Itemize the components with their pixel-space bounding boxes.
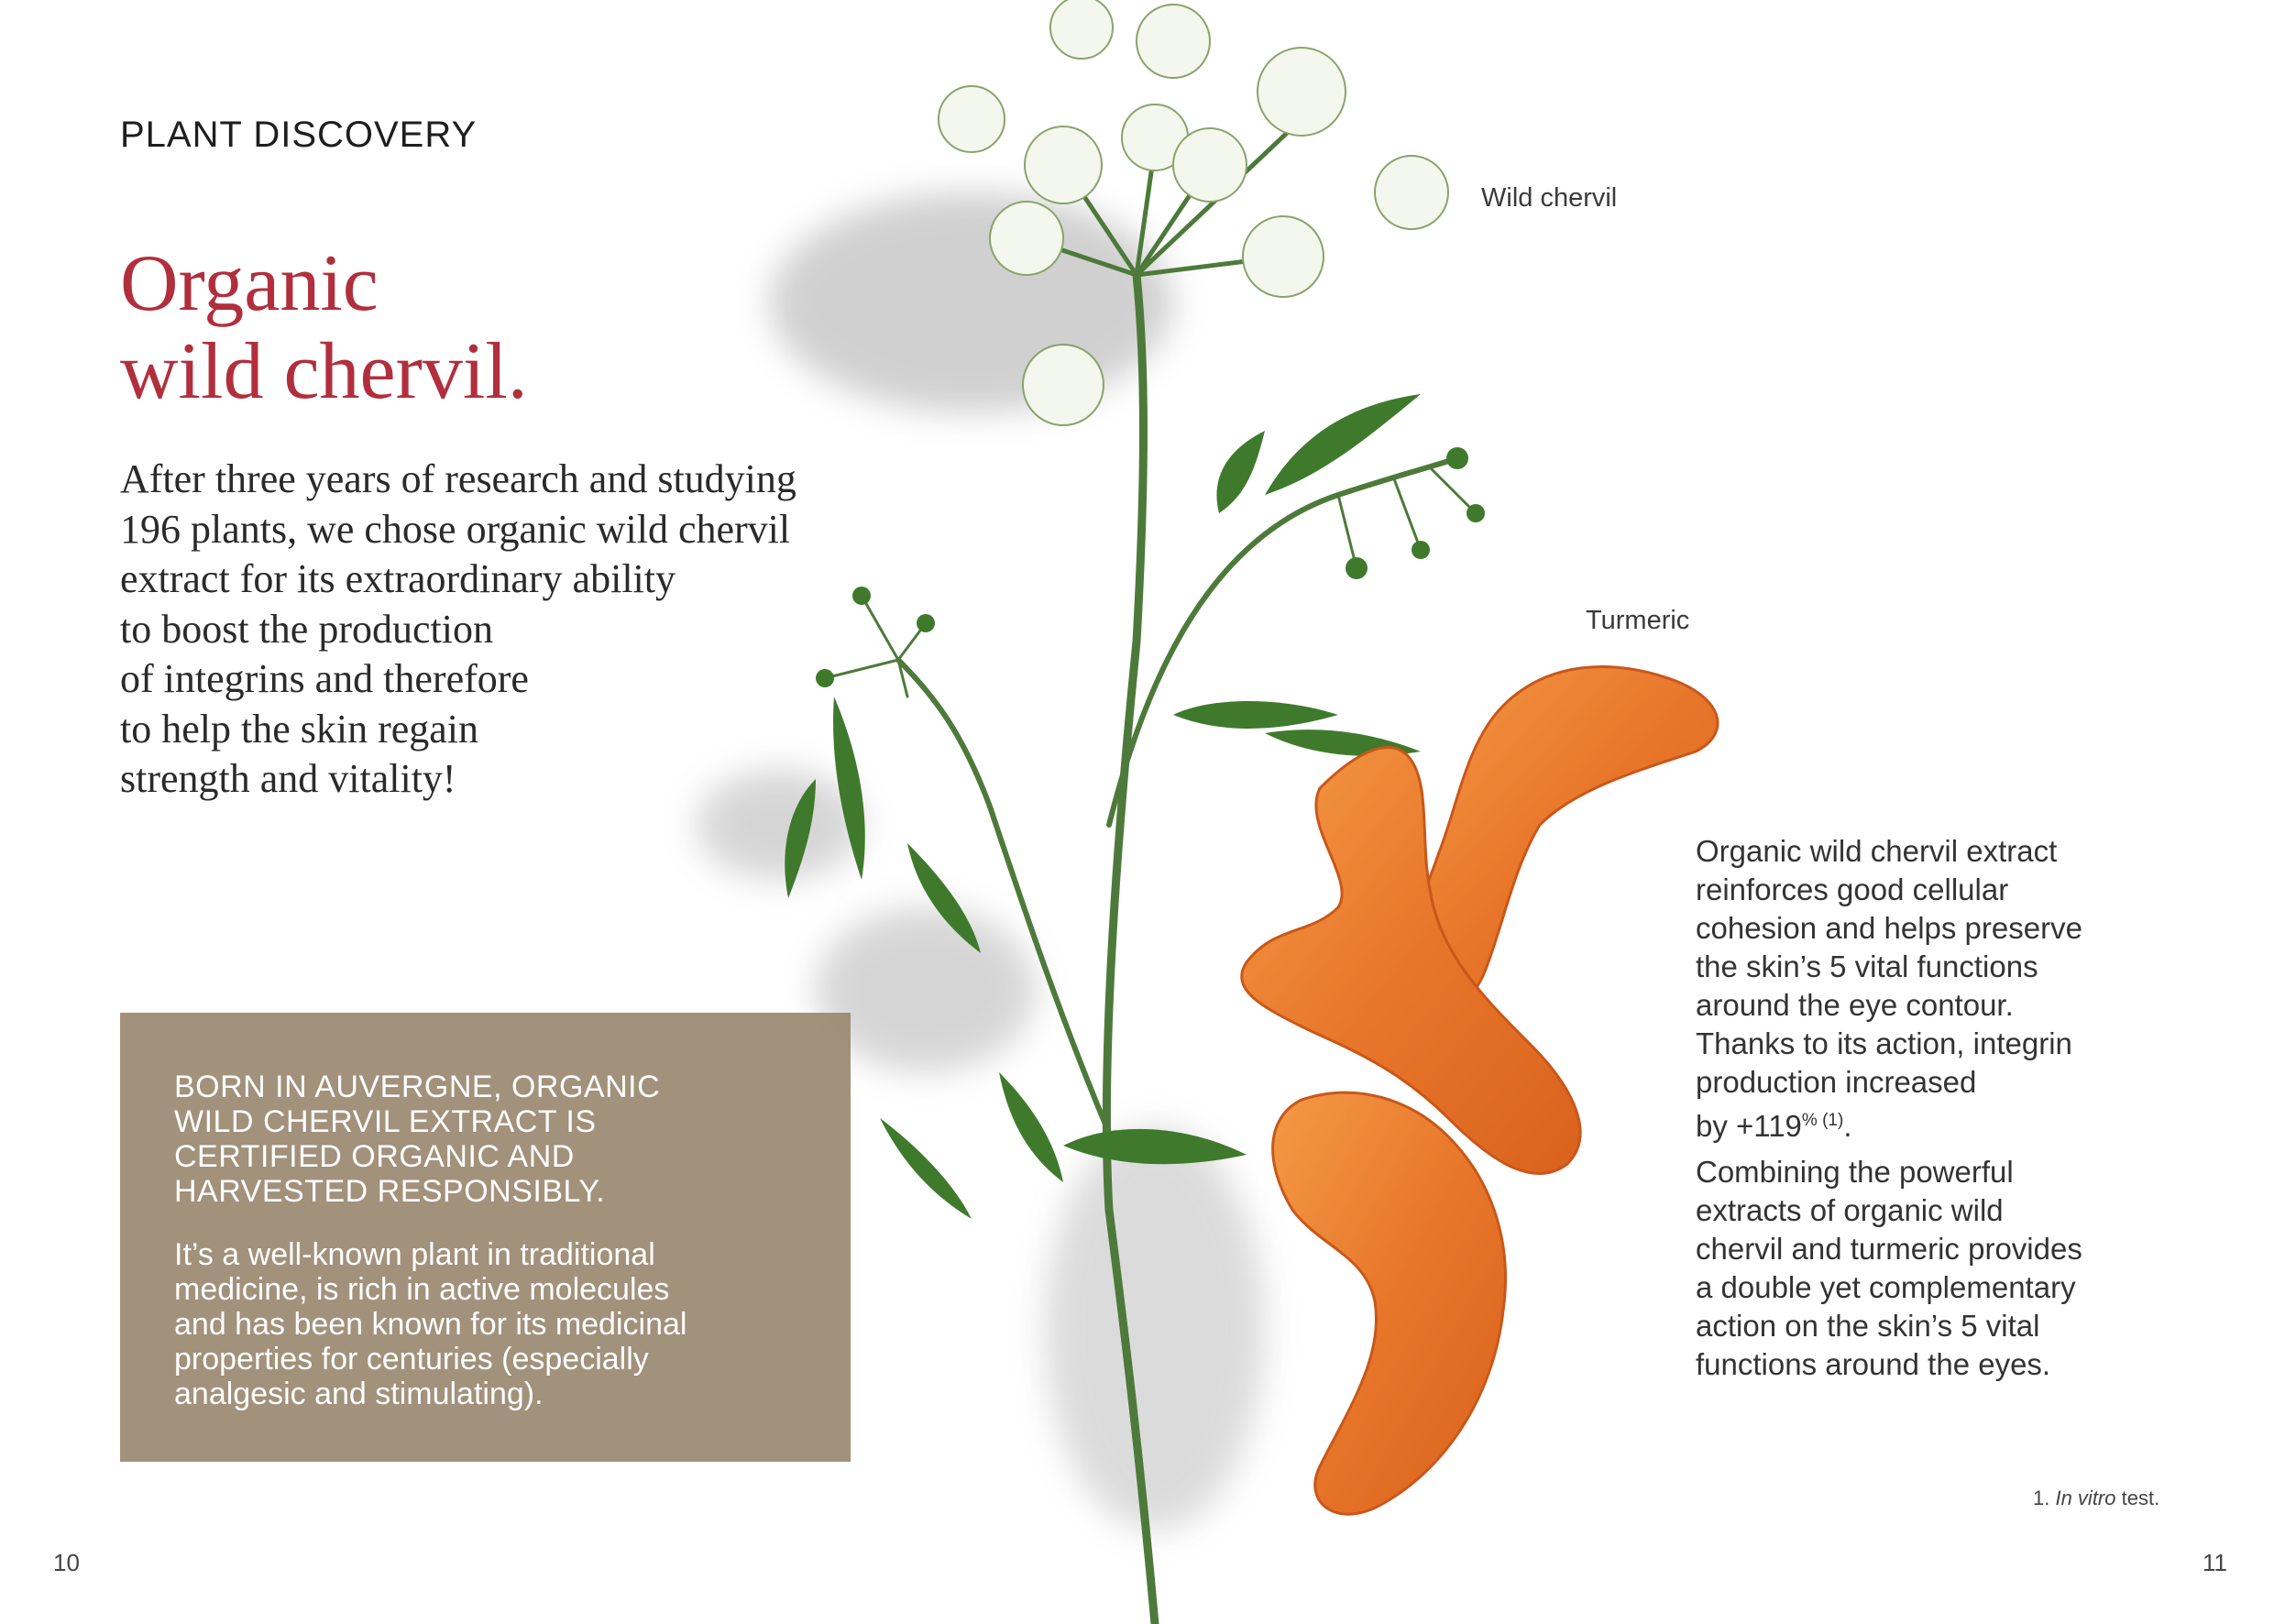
label-turmeric: Turmeric [1586, 606, 1690, 635]
info-box-body: It’s a well-known plant in traditional medicine, is rich in active molecules and has been known for its medicinal properties for centuries (especially analgesic and stimulating). [174, 1237, 687, 1411]
right-paragraph-2: Combining the powerful extracts of organic wild chervil and turmeric provides a double yet complementary action on the skin’s 5 vital functions around the eyes. [1696, 1155, 2082, 1381]
page-title: Organic wild chervil. [120, 239, 528, 416]
page-number-left: 10 [53, 1549, 80, 1576]
right-paragraph-1-end: . [1843, 1109, 1852, 1143]
right-paragraph-1-text: Organic wild chervil extract reinforces good cellular cohesion and helps preserve the skin’s 5 vital functions around the eye contour. Thanks to its action, integrin production increased by +119 [1696, 834, 2082, 1143]
label-wild-chervil: Wild chervil [1481, 183, 1618, 213]
page-number-right: 11 [2203, 1549, 2227, 1576]
footnote [2033, 1487, 2159, 1510]
info-box-heading: BORN IN AUVERGNE, ORGANIC WILD CHERVIL EXTRACT IS CERTIFIED ORGANIC AND HARVESTED RESPONSIBLY. [174, 1070, 661, 1209]
turmeric-slices [1242, 667, 1718, 1515]
footnote-italic: In vitro [2055, 1487, 2116, 1509]
lead-paragraph: After three years of research and studying 196 plants, we chose organic wild chervil extract for its extraordinary ability to boost the production of integrins and therefore to help the skin regain strength and vitality! [120, 456, 796, 801]
right-paragraph-1-superscript: % (1) [1801, 1111, 1844, 1130]
right-paragraph-1 [1696, 832, 2209, 1146]
section-kicker: PLANT DISCOVERY [120, 115, 478, 155]
footnote-number: 1. [2033, 1487, 2056, 1509]
footnote-text: test. [2115, 1487, 2160, 1509]
